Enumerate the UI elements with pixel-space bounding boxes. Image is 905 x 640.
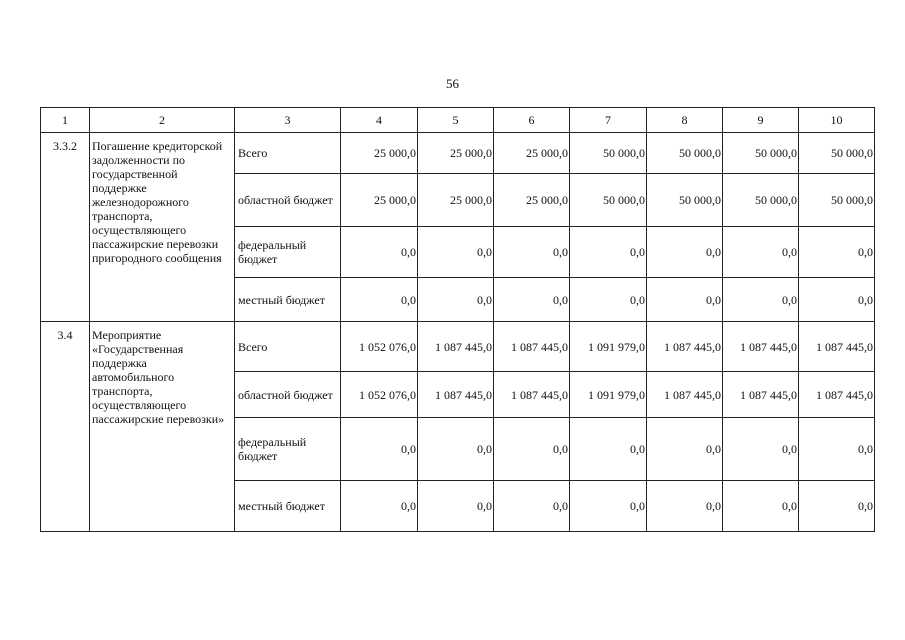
- column-header: 6: [494, 108, 570, 133]
- value-cell: 0,0: [341, 278, 418, 322]
- value-cell: 0,0: [341, 418, 418, 481]
- value-cell: 1 087 445,0: [723, 372, 799, 418]
- value-cell: 0,0: [570, 278, 647, 322]
- value-cell: 0,0: [799, 418, 875, 481]
- value-cell: 25 000,0: [418, 174, 494, 227]
- value-cell: 0,0: [418, 481, 494, 532]
- funding-source: Всего: [235, 322, 341, 372]
- funding-source: областной бюджет: [235, 174, 341, 227]
- value-cell: 50 000,0: [647, 174, 723, 227]
- value-cell: 50 000,0: [647, 133, 723, 174]
- value-cell: 0,0: [723, 418, 799, 481]
- value-cell: 1 052 076,0: [341, 322, 418, 372]
- budget-table: [40, 107, 875, 532]
- funding-source: местный бюджет: [235, 481, 341, 532]
- value-cell: 0,0: [570, 481, 647, 532]
- value-cell: 1 087 445,0: [799, 372, 875, 418]
- value-cell: 0,0: [494, 481, 570, 532]
- value-cell: 25 000,0: [494, 133, 570, 174]
- value-cell: 1 052 076,0: [341, 372, 418, 418]
- table-row: [41, 322, 875, 372]
- value-cell: 0,0: [494, 418, 570, 481]
- column-header: 1: [41, 108, 90, 133]
- column-header: 10: [799, 108, 875, 133]
- value-cell: 0,0: [570, 227, 647, 278]
- value-cell: 50 000,0: [799, 133, 875, 174]
- column-header: 4: [341, 108, 418, 133]
- value-cell: 1 087 445,0: [494, 372, 570, 418]
- value-cell: 25 000,0: [341, 174, 418, 227]
- value-cell: 0,0: [723, 227, 799, 278]
- value-cell: 25 000,0: [494, 174, 570, 227]
- column-number-header-row: [41, 108, 875, 133]
- value-cell: 0,0: [799, 481, 875, 532]
- value-cell: 0,0: [799, 278, 875, 322]
- value-cell: 0,0: [647, 278, 723, 322]
- value-cell: 1 087 445,0: [418, 322, 494, 372]
- funding-source: областной бюджет: [235, 372, 341, 418]
- item-number: 3.3.2: [41, 133, 90, 322]
- value-cell: 50 000,0: [723, 174, 799, 227]
- column-header: 7: [570, 108, 647, 133]
- value-cell: 0,0: [723, 481, 799, 532]
- funding-source: Всего: [235, 133, 341, 174]
- value-cell: 25 000,0: [418, 133, 494, 174]
- funding-source: местный бюджет: [235, 278, 341, 322]
- value-cell: 0,0: [799, 227, 875, 278]
- value-cell: 50 000,0: [570, 133, 647, 174]
- value-cell: 1 087 445,0: [647, 322, 723, 372]
- column-header: 5: [418, 108, 494, 133]
- value-cell: 0,0: [570, 418, 647, 481]
- value-cell: 0,0: [647, 418, 723, 481]
- column-header: 9: [723, 108, 799, 133]
- value-cell: 0,0: [341, 481, 418, 532]
- value-cell: 50 000,0: [723, 133, 799, 174]
- page-number: 56: [446, 76, 459, 91]
- value-cell: 0,0: [647, 227, 723, 278]
- column-header: 8: [647, 108, 723, 133]
- value-cell: 1 087 445,0: [647, 372, 723, 418]
- value-cell: 50 000,0: [799, 174, 875, 227]
- funding-source: федеральный бюджет: [235, 418, 341, 481]
- item-name: Погашение кредиторской задолженности по государственной поддержке железнодорожного транспорта, осуществляющего пассажирские перевозки пригородного сообщения: [90, 133, 235, 322]
- value-cell: 25 000,0: [341, 133, 418, 174]
- funding-source: федеральный бюджет: [235, 227, 341, 278]
- item-name: Мероприятие «Государственная поддержка автомобильного транспорта, осуществляющего пассажирские перевозки»: [90, 322, 235, 532]
- value-cell: 0,0: [647, 481, 723, 532]
- value-cell: 1 087 445,0: [418, 372, 494, 418]
- value-cell: 1 091 979,0: [570, 372, 647, 418]
- value-cell: 0,0: [418, 418, 494, 481]
- value-cell: 0,0: [494, 227, 570, 278]
- value-cell: 1 087 445,0: [799, 322, 875, 372]
- column-header: 2: [90, 108, 235, 133]
- table-row: [41, 133, 875, 174]
- value-cell: 1 087 445,0: [723, 322, 799, 372]
- value-cell: 0,0: [494, 278, 570, 322]
- value-cell: 1 091 979,0: [570, 322, 647, 372]
- value-cell: 50 000,0: [570, 174, 647, 227]
- value-cell: 0,0: [418, 227, 494, 278]
- item-number: 3.4: [41, 322, 90, 532]
- value-cell: 1 087 445,0: [494, 322, 570, 372]
- value-cell: 0,0: [418, 278, 494, 322]
- column-header: 3: [235, 108, 341, 133]
- value-cell: 0,0: [723, 278, 799, 322]
- value-cell: 0,0: [341, 227, 418, 278]
